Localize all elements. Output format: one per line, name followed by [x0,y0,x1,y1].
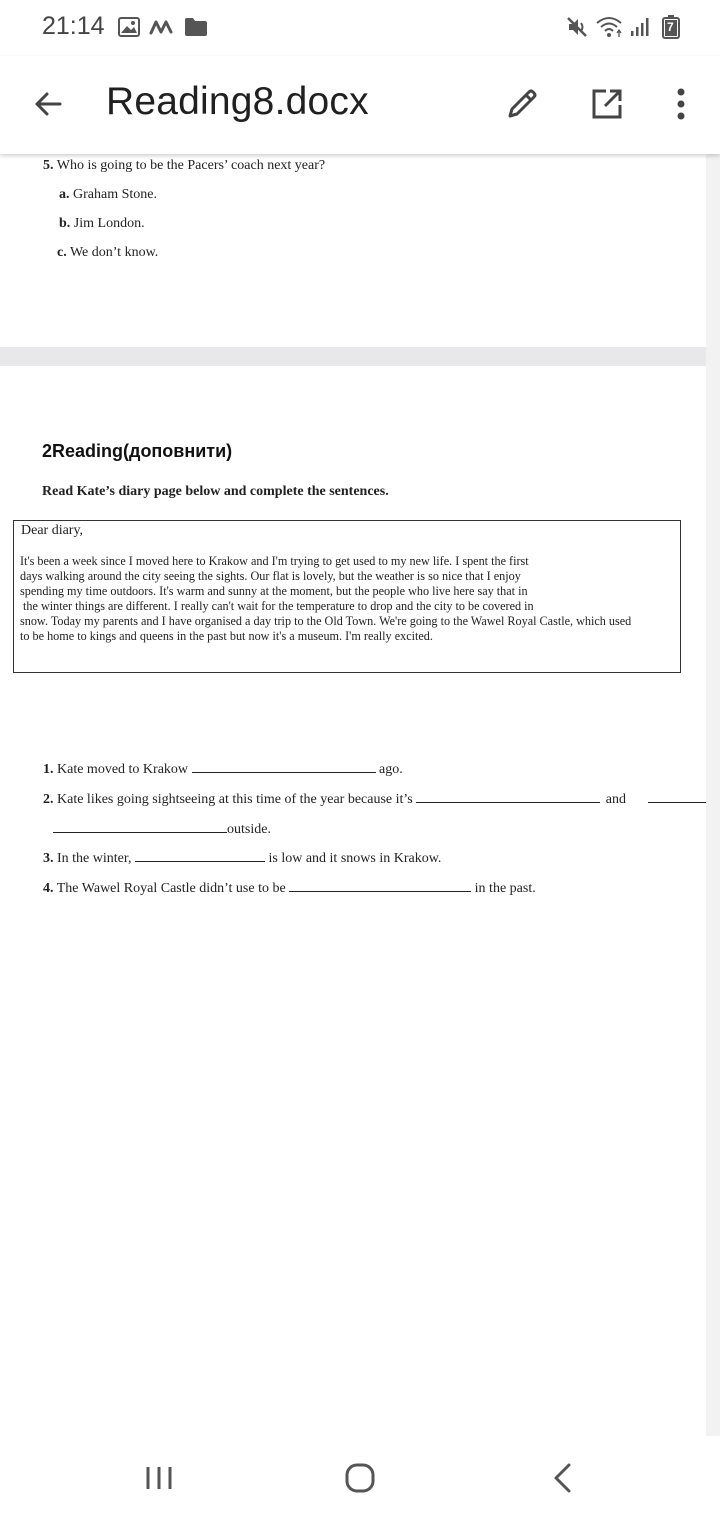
more-vert-icon [676,87,686,121]
home-button[interactable] [330,1458,390,1498]
document-title: Reading8.docx [106,80,369,123]
diary-line: days walking around the city seeing the sights. Our flat is lovely, but the weather is so nice that I enjoy [20,569,521,583]
home-icon [344,1462,376,1494]
back-button[interactable] [22,78,74,130]
diary-box [13,520,681,673]
diary-line: the winter things are different. I really can't wait for the temperature to drop and the city to be covered in [20,599,534,613]
open-in-new-icon [589,86,625,122]
open-external-button[interactable] [581,78,633,130]
option-b: b. Jim London. [59,216,145,231]
answer-blank [192,760,376,773]
option-c: c. We don’t know. [57,245,159,260]
system-back-button[interactable] [532,1458,592,1498]
diary-line: It's been a week since I moved here to Krakow and I'm trying to get used to my new life. I spent the first [20,554,529,568]
back-chevron-icon [551,1462,573,1494]
scroll-gutter [706,154,720,1436]
more-options-button[interactable] [655,78,707,130]
question-5: 5. Who is going to be the Pacers’ coach next year? [43,158,326,173]
diary-line: snow. Today my parents and I have organised a day trip to the Old Town. We're going to the Wawel Royal Castle, which used [20,614,632,628]
recents-button[interactable] [129,1458,189,1498]
page-break [0,347,706,366]
sentence-2-continued: outside. [53,820,271,838]
section-heading: 2Reading(доповнити) [42,441,233,461]
diary-line: to be home to kings and queens in the past but now it's a museum. I'm really excited. [20,629,433,643]
sentence-4: 4. The Wawel Royal Castle didn’t use to be in the past. [43,881,536,896]
sentence-2: 2. Kate likes going sightseeing at this time of the year because it’s and [43,792,626,807]
sentence-3: 3. In the winter, is low and it snows in Krakow. [43,851,442,866]
signal-icon [630,17,650,42]
sentence-1: 1. Kate moved to Krakow ago. [43,762,403,777]
option-a: a. Graham Stone. [59,187,157,202]
app-bar [0,56,720,154]
diary-line: spending my time outdoors. It's warm and sunny at the moment, but the people who live here say that in [20,584,528,598]
answer-blank [648,790,706,803]
recents-icon [144,1464,174,1492]
wifi-icon [595,15,623,44]
folder-icon [184,17,208,42]
answer-blank [289,879,471,892]
battery-level: 7 [667,20,674,34]
pencil-icon [504,86,540,122]
mute-icon [566,16,588,43]
navigation-bar [0,1436,720,1520]
answer-blank [416,790,600,803]
status-bar [0,0,720,56]
image-icon [118,17,140,42]
answer-blank [135,849,265,862]
instruction: Read Kate’s diary page below and complete the sentences. [42,484,389,499]
battery-icon [662,15,680,44]
answer-blank [53,820,227,833]
status-time: 21:14 [42,12,105,40]
back-arrow-icon [32,88,64,120]
diary-salutation: Dear diary, [21,523,84,538]
document-viewer[interactable] [0,154,720,1436]
m-app-icon [149,19,175,40]
edit-button[interactable] [496,78,548,130]
